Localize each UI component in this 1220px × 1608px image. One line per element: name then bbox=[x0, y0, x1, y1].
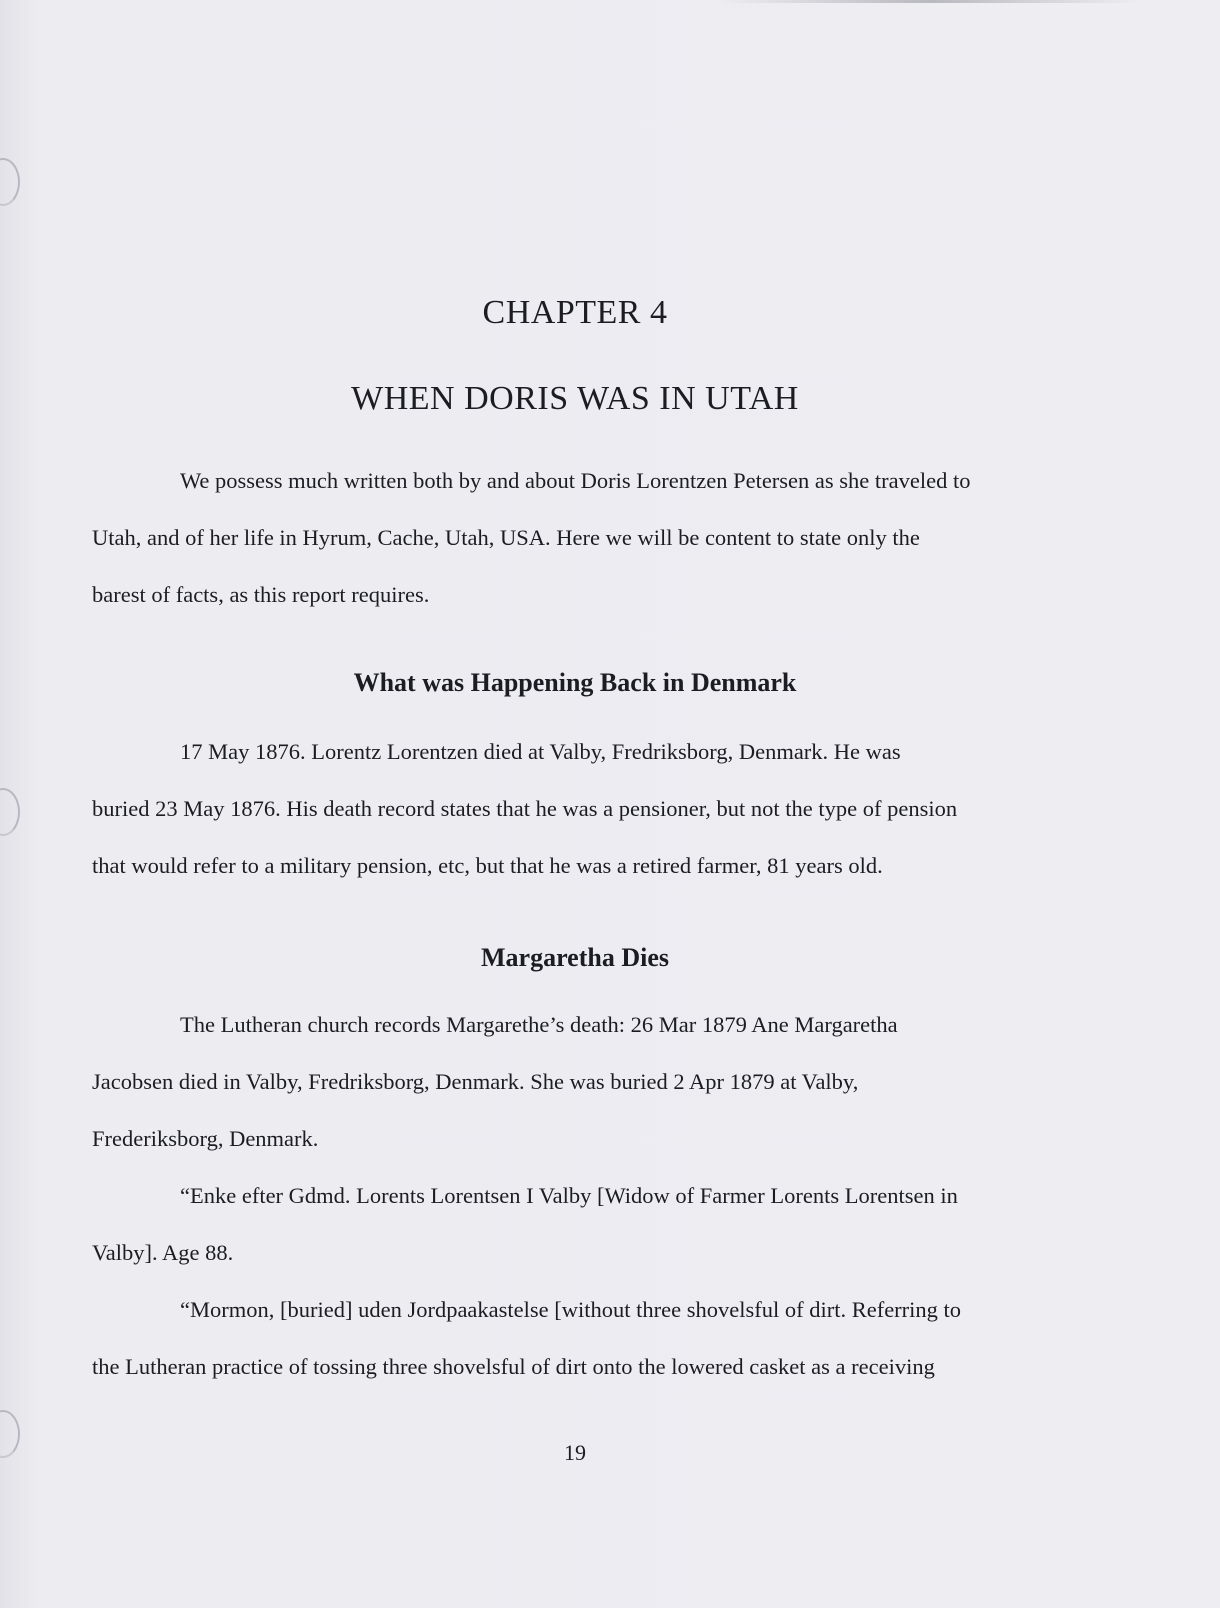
intro-paragraph bbox=[92, 452, 1052, 623]
text-line: Utah, and of her life in Hyrum, Cache, Utah, USA. Here we will be content to state only the bbox=[92, 525, 920, 550]
text-line: Valby]. Age 88. bbox=[92, 1240, 234, 1265]
mormon-quote-paragraph bbox=[92, 1281, 1052, 1395]
margaretha-paragraph bbox=[92, 996, 1052, 1167]
binder-hole-mark bbox=[0, 158, 20, 206]
section-heading-margaretha: Margaretha Dies bbox=[481, 943, 669, 972]
scan-edge-shadow bbox=[720, 0, 1140, 3]
page-number: 19 bbox=[564, 1440, 586, 1465]
widow-quote-paragraph bbox=[92, 1167, 1052, 1281]
chapter-number: CHAPTER 4 bbox=[482, 294, 668, 331]
text-line: “Mormon, [buried] uden Jordpaakastelse [without three shovelsful of dirt. Referring to bbox=[180, 1297, 962, 1322]
text-line: “Enke efter Gdmd. Lorents Lorentsen I Valby [Widow of Farmer Lorents Lorentsen in bbox=[180, 1183, 958, 1208]
text-line: 17 May 1876. Lorentz Lorentzen died at Valby, Fredriksborg, Denmark. He was bbox=[180, 739, 901, 764]
section-heading-denmark: What was Happening Back in Denmark bbox=[353, 668, 797, 697]
text-line: that would refer to a military pension, etc, but that he was a retired farmer, 81 years old. bbox=[92, 853, 883, 878]
text-line: buried 23 May 1876. His death record states that he was a pensioner, but not the type of pension bbox=[92, 796, 958, 821]
text-line: Frederiksborg, Denmark. bbox=[92, 1126, 319, 1151]
chapter-title: WHEN DORIS WAS IN UTAH bbox=[351, 380, 799, 417]
text-line: barest of facts, as this report requires. bbox=[92, 582, 430, 607]
text-line: The Lutheran church records Margarethe’s death: 26 Mar 1879 Ane Margaretha bbox=[180, 1012, 898, 1037]
text-line: Jacobsen died in Valby, Fredriksborg, Denmark. She was buried 2 Apr 1879 at Valby, bbox=[92, 1069, 859, 1094]
text-line: We possess much written both by and about Doris Lorentzen Petersen as she traveled to bbox=[180, 468, 971, 493]
binder-hole-mark bbox=[0, 788, 20, 836]
text-line: the Lutheran practice of tossing three shovelsful of dirt onto the lowered casket as a receiving bbox=[92, 1354, 935, 1379]
denmark-paragraph bbox=[92, 723, 1052, 894]
